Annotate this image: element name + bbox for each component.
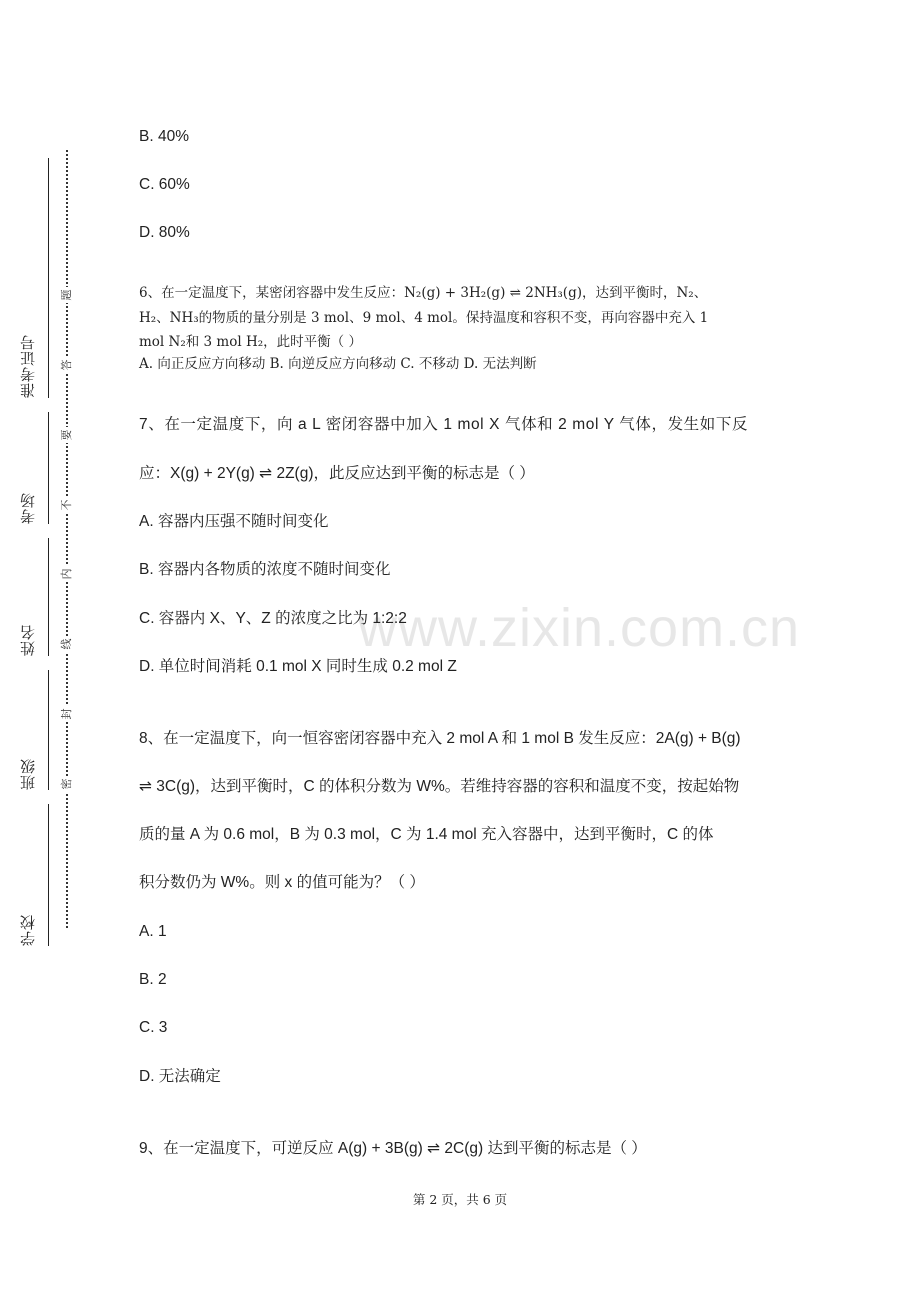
q6-stem-line-2: H₂、NH₃的物质的量分别是 3 mol、9 mol、4 mol。保持温度和容积不变，再向容器中充入 1 bbox=[139, 310, 709, 326]
exam-number-underline bbox=[48, 158, 49, 398]
exam-number-field bbox=[14, 158, 48, 398]
q7-option-d: D. 单位时间消耗 0.1 mol X 同时生成 0.2 mol Z bbox=[139, 658, 457, 675]
name-label: 姓名 bbox=[19, 624, 37, 656]
seal-char: 内 bbox=[59, 566, 75, 582]
exam-room-field bbox=[14, 412, 48, 524]
class-underline bbox=[48, 670, 49, 790]
watermark: www.zixin.com.cn bbox=[358, 598, 801, 658]
seal-char: 密 bbox=[59, 776, 75, 792]
seal-char: 封 bbox=[59, 706, 75, 722]
q8-stem-line-3: 质的量 A 为 0.6 mol，B 为 0.3 mol，C 为 1.4 mol 充入容器中，达到平衡时，C 的体 bbox=[139, 826, 714, 843]
q8-option-b: B. 2 bbox=[139, 971, 167, 988]
q8-option-a: A. 1 bbox=[139, 923, 167, 940]
school-label: 学校 bbox=[19, 914, 37, 946]
page-number: 第 2 页，共 6 页 bbox=[412, 1192, 508, 1207]
seal-char: 线 bbox=[59, 636, 75, 652]
q6-options: A. 向正反应方向移动 B. 向逆反应方向移动 C. 不移动 D. 无法判断 bbox=[139, 356, 537, 372]
q7-option-a: A. 容器内压强不随时间变化 bbox=[139, 513, 329, 530]
class-label: 班级 bbox=[19, 758, 37, 790]
q7-stem-line-1: 7、在一定温度下，向 a L 密闭容器中加入 1 mol X 气体和 2 mol Y 气体，发生如下反 bbox=[139, 416, 749, 433]
school-underline bbox=[48, 804, 49, 946]
q6-stem-line-1: 6、在一定温度下，某密闭容器中发生反应：N₂(g) + 3H₂(g) ⇌ 2NH₃(g)，达到平衡时，N₂、 bbox=[139, 285, 708, 301]
q9-stem: 9、在一定温度下，可逆反应 A(g) + 3B(g) ⇌ 2C(g) 达到平衡的标志是（ ） bbox=[139, 1140, 647, 1157]
q5-option-c: C. 60% bbox=[139, 176, 190, 193]
q8-stem-line-1: 8、在一定温度下，向一恒容密闭容器中充入 2 mol A 和 1 mol B 发生反应：2A(g) + B(g) bbox=[139, 730, 741, 747]
seal-char: 题 bbox=[59, 287, 75, 303]
q8-stem-line-4: 积分数仍为 W%。则 x 的值可能为？（ ） bbox=[139, 874, 425, 891]
class-field bbox=[14, 670, 48, 790]
exam-room-label: 考场 bbox=[19, 492, 37, 524]
exam-room-underline bbox=[48, 412, 49, 524]
seal-char: 要 bbox=[59, 427, 75, 443]
name-field bbox=[14, 538, 48, 656]
exam-number-label: 准考证号 bbox=[19, 334, 37, 398]
seal-dotted-line bbox=[66, 150, 68, 928]
q7-option-c: C. 容器内 X、Y、Z 的浓度之比为 1:2:2 bbox=[139, 610, 407, 627]
q8-option-c: C. 3 bbox=[139, 1019, 168, 1036]
q5-option-d: D. 80% bbox=[139, 224, 190, 241]
q7-stem-line-2: 应：X(g) + 2Y(g) ⇌ 2Z(g)，此反应达到平衡的标志是（ ） bbox=[139, 465, 535, 482]
q8-stem-line-2: ⇌ 3C(g)，达到平衡时，C 的体积分数为 W%。若维持容器的容积和温度不变，按起始物 bbox=[139, 778, 740, 795]
binding-info-fields bbox=[14, 150, 48, 950]
q5-option-b: B. 40% bbox=[139, 128, 189, 145]
q8-option-d: D. 无法确定 bbox=[139, 1068, 221, 1085]
school-field bbox=[14, 804, 48, 946]
q6-stem-line-3: mol N₂和 3 mol H₂，此时平衡（ ） bbox=[139, 334, 362, 350]
seal-char: 不 bbox=[59, 497, 75, 513]
q7-option-b: B. 容器内各物质的浓度不随时间变化 bbox=[139, 561, 391, 578]
name-underline bbox=[48, 538, 49, 656]
seal-char: 答 bbox=[59, 357, 75, 373]
